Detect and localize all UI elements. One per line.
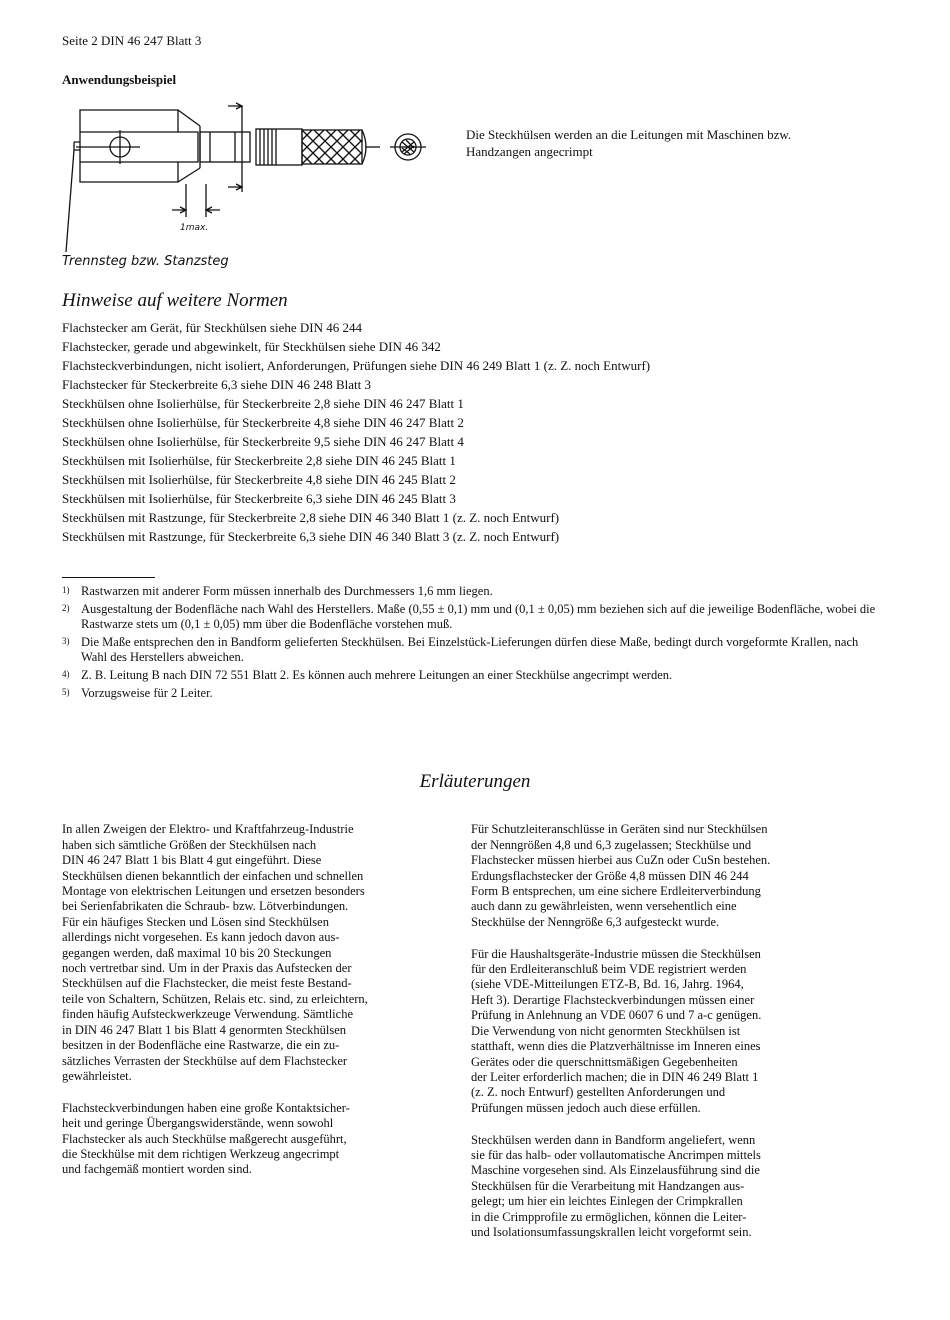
norm-item: Steckhülsen ohne Isolierhülse, für Steckerbreite 2,8 siehe DIN 46 247 Blatt 1 bbox=[62, 396, 464, 411]
paragraph: Flachsteckverbindungen haben eine große Kontaktsicher- heit und geringe Übergangswiderstände, wenn sowohl Flachstecker als auch Steckhülse maßgerecht ausgeführt, die Steckhülse mit dem richtigen Werkzeug angecrimpt und fachgemäß montiert worden sind. bbox=[62, 1100, 350, 1177]
footnote-1 bbox=[62, 584, 882, 599]
erlaeuterungen-right-column bbox=[471, 807, 861, 1257]
drawing-caption: Trennsteg bzw. Stanzsteg bbox=[62, 254, 229, 269]
norm-item: Steckhülsen mit Isolierhülse, für Steckerbreite 2,8 siehe DIN 46 245 Blatt 1 bbox=[62, 453, 456, 468]
norm-item: Steckhülsen mit Rastzunge, für Steckerbreite 2,8 siehe DIN 46 340 Blatt 1 (z. Z. noch Entwurf) bbox=[62, 510, 560, 525]
footnote-divider bbox=[62, 577, 155, 578]
example-description: Die Steckhülsen werden an die Leitungen mit Maschinen bzw. Handzangen angecrimpt bbox=[466, 127, 792, 159]
paragraph: In allen Zweigen der Elektro- und Kraftfahrzeug-Industrie haben sich sämtliche Größen der Steckhülsen nach DIN 46 247 Blatt 1 bis Blatt 4 gut eingeführt. Diese Steckhülsen dienen bekanntlich der einfachen und schnellen Montage von elektrischen Leitungen und ersetzen besonders bei Serienfabrikaten die Schraub- bzw. Lötverbindungen. Für ein häufiges Stecken und Lösen sind Steckhülsen allerdings nicht vorgesehen. Es kann jedoch davon aus- gegangen werden, daß maximal 10 bis 20 Steckungen noch vertretbar sind. Um in der Praxis das Aufstecken der Steckhülsen auf die Flachstecker, die meist feste Bestand- teile von Schaltern, Schützen, Relais etc. sind, zu erleichtern, finden häufig Aufsteckwerkzeuge Verwendung. Sämtliche in DIN 46 247 Blatt 1 bis Blatt 4 genormten Steckhülsen besitzen in der Bodenfläche eine Rastwarze, die ein zu- sätzliches Verrasten der Steckhülse auf dem Flachstecker gewährleistet. bbox=[62, 822, 368, 1083]
footnote-5 bbox=[62, 686, 882, 701]
dimension-label: 1max. bbox=[180, 223, 209, 233]
norms-list bbox=[62, 318, 650, 546]
footnote-number: 5) bbox=[62, 687, 70, 697]
norm-item: Steckhülsen mit Isolierhülse, für Steckerbreite 4,8 siehe DIN 46 245 Blatt 2 bbox=[62, 472, 456, 487]
erlaeuterungen-left-column bbox=[62, 807, 462, 1194]
footnote-4 bbox=[62, 668, 882, 683]
footnote-3 bbox=[62, 635, 882, 665]
page-header: Seite 2 DIN 46 247 Blatt 3 bbox=[62, 33, 202, 48]
norms-title: Hinweise auf weitere Normen bbox=[62, 290, 288, 311]
footnote-text: Vorzugsweise für 2 Leiter. bbox=[81, 686, 213, 700]
crimp-sleeve-drawing bbox=[60, 92, 450, 277]
paragraph: Für die Haushaltsgeräte-Industrie müssen die Steckhülsen für den Erdleiteranschluß beim VDE registriert werden (siehe VDE-Mitteilungen ETZ-B, Bd. 16, Jahrg. 1964, Heft 3). Derartige Flachsteckverbindungen müssen einer Prüfung in Anlehnung an VDE 0607 6 und 7 a-c genügen. Die Verwendung von nicht genormten Steckhülsen ist statthaft, wenn dies die Platzverhältnisse im Inneren eines Gerätes oder die querschnittsmäßigen Gegebenheiten der Leiter erforderlich machen; die in DIN 46 249 Blatt 1 (z. Z. noch Entwurf) gestellten Anforderungen und Prüfungen müssen jedoch auch diese erfüllen. bbox=[471, 946, 762, 1115]
paragraph: Steckhülsen werden dann in Bandform angeliefert, wenn sie für das halb- oder vollautomatische Ancrimpen mittels Maschine vorgesehen sind. Als Einzelausführung sind die Steckhülsen für die Verarbeitung mit Handzangen aus- gelegt; um hier ein leichtes Einlegen der Crimpkrallen in die Crimpprofile zu ermöglichen, können die Leiter- und Isolationsumfassungskrallen leicht vorgeformt sein. bbox=[471, 1132, 761, 1239]
norm-item: Flachstecker, gerade und abgewinkelt, für Steckhülsen siehe DIN 46 342 bbox=[62, 339, 441, 354]
footnotes bbox=[62, 584, 882, 704]
norm-item: Steckhülsen mit Rastzunge, für Steckerbreite 6,3 siehe DIN 46 340 Blatt 3 (z. Z. noch Entwurf) bbox=[62, 529, 560, 544]
footnote-text: Rastwarzen mit anderer Form müssen innerhalb des Durchmessers 1,6 mm liegen. bbox=[81, 584, 493, 598]
footnote-2 bbox=[62, 602, 882, 632]
footnote-number: 3) bbox=[62, 636, 70, 646]
footnote-text: Z. B. Leitung B nach DIN 72 551 Blatt 2. Es können auch mehrere Leitungen an einer Steckhülse angecrimpt werden. bbox=[81, 668, 673, 682]
footnote-number: 1) bbox=[62, 585, 70, 595]
norm-item: Flachsteckverbindungen, nicht isoliert, Anforderungen, Prüfungen siehe DIN 46 249 Blatt 1 (z. Z. noch Entwurf) bbox=[62, 358, 651, 373]
footnote-number: 4) bbox=[62, 669, 70, 679]
norm-item: Flachstecker für Steckerbreite 6,3 siehe DIN 46 248 Blatt 3 bbox=[62, 377, 372, 392]
norm-item: Flachstecker am Gerät, für Steckhülsen siehe DIN 46 244 bbox=[62, 320, 362, 335]
norm-item: Steckhülsen ohne Isolierhülse, für Steckerbreite 9,5 siehe DIN 46 247 Blatt 4 bbox=[62, 434, 464, 449]
footnote-text: Die Maße entsprechen den in Bandform gelieferten Steckhülsen. Bei Einzelstück-Lieferungen dürfen diese Maße, bedingt durch vorgeformte Krallen, nach Wahl des Herstellers abweichen. bbox=[81, 635, 859, 664]
erlaeuterungen-title: Erläuterungen bbox=[419, 771, 531, 792]
norm-item: Steckhülsen ohne Isolierhülse, für Steckerbreite 4,8 siehe DIN 46 247 Blatt 2 bbox=[62, 415, 464, 430]
footnote-number: 2) bbox=[62, 603, 70, 613]
example-heading: Anwendungsbeispiel bbox=[62, 72, 177, 87]
paragraph: Für Schutzleiteranschlüsse in Geräten sind nur Steckhülsen der Nenngrößen 4,8 und 6,3 zugelassen; Steckhülse und Flachstecker müssen hierbei aus CuZn oder CuSn bestehen. Erdungsflachstecker der Größe 4,8 müssen DIN 46 244 Form B entsprechen, um eine sichere Erdleiterverbindung auch dann zu gewährleisten, wenn versehentlich eine Steckhülse der Nenngröße 6,3 aufgesteckt wurde. bbox=[471, 822, 771, 929]
footnote-text: Ausgestaltung der Bodenfläche nach Wahl des Herstellers. Maße (0,55 ± 0,1) mm und (0,1 ± 0,05) mm beziehen sich auf die jeweilige Bodenfläche, wobei die Rastwarze stets um (0,1 ± 0,05) mm über die Bodenfläche vorstehen muß. bbox=[81, 602, 876, 631]
norm-item: Steckhülsen mit Isolierhülse, für Steckerbreite 6,3 siehe DIN 46 245 Blatt 3 bbox=[62, 491, 456, 506]
